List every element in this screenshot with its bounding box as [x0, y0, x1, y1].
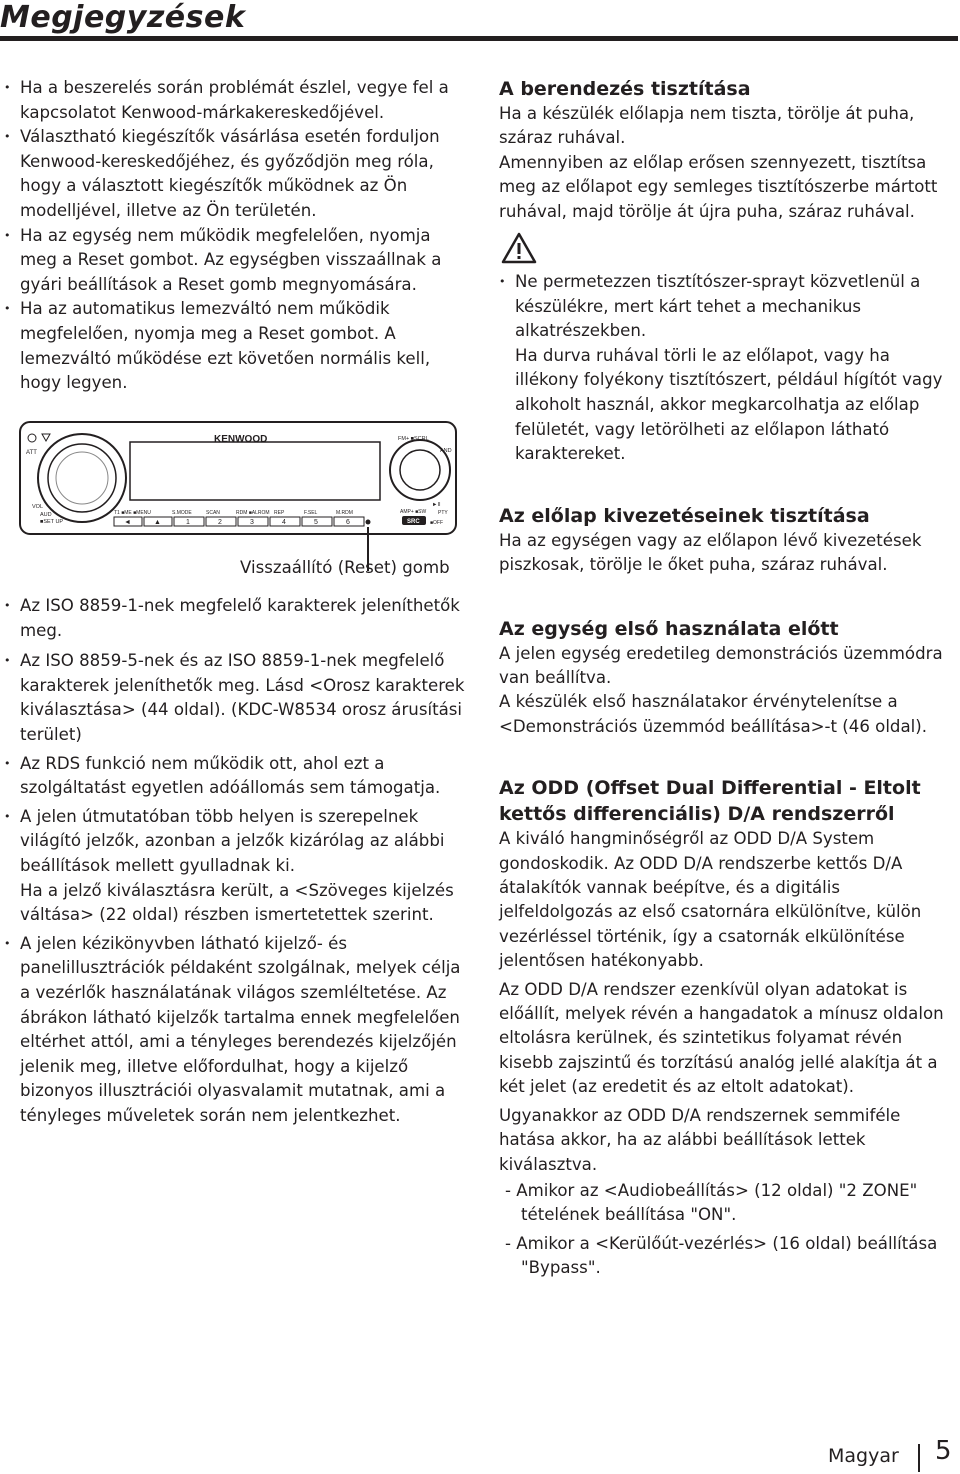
cleaning-paragraph: Ha a készülék előlapja nem tiszta, törölje át puha, száraz ruhával.: [499, 104, 915, 148]
fm-label: FM+ ■SCRL: [398, 436, 429, 442]
and-label: AND: [440, 448, 452, 454]
odd-paragraph: Ugyanakkor az ODD D/A rendszernek semmiféle hatása akkor, ha az alábbi beállítások lettek kiválasztva.: [499, 1105, 901, 1174]
brand-label: KENWOOD: [214, 434, 268, 445]
list-item: • Az RDS funkció nem működik ott, ahol ezt a szolgáltatást egyetlen adóállomás sem támogatja.: [20, 752, 468, 801]
first-use-paragraph: A jelen egység eredetileg demonstrációs üzemmódra van beállítva.: [499, 643, 943, 687]
button-label: 1: [186, 519, 190, 526]
section-heading-first-use: Az egység első használata előtt: [499, 617, 839, 640]
button-label: 2: [218, 519, 222, 526]
list-item: • A jelen kézikönyvben látható kijelző- és panelillusztrációk példaként szolgálnak, melyek célja a vezérlők használatának világos szemléltetése. Az ábrákon látható kijelzők tartalma ennek megfelelően eltérhet attól, ami a tényleges berendezés kijelzőjén jelenik meg, illetve előfordulhat, hogy a kijelző bizonyos illusztrációi olyasvalamit mutatnak, ami a tényleges műveletek során nem jelentkezhet.: [20, 932, 468, 1129]
button-label: ◄: [124, 519, 131, 526]
first-use-paragraph: A készülék első használatakor érvénytelenítse a <Demonstrációs üzemmód beállítása>-t (46 oldal).: [499, 692, 927, 736]
att-label: ATT: [26, 450, 37, 456]
display-window: [130, 442, 380, 500]
button-label: 6: [346, 519, 350, 526]
warning-list: [515, 270, 949, 467]
footer-language: Magyar: [828, 1445, 899, 1467]
button-top-label: REP: [274, 510, 285, 516]
volume-knob: [38, 434, 126, 522]
button-top-label: F.SEL: [304, 510, 318, 516]
vol-label: VOL: [32, 504, 44, 510]
section-heading-terminals: Az előlap kivezetéseinek tisztítása: [499, 504, 870, 527]
reset-button-label: Visszaállító (Reset) gomb: [240, 558, 450, 577]
button-label: 4: [282, 519, 286, 526]
src-label: SRC: [407, 519, 420, 525]
left-column-top: [20, 76, 468, 396]
list-item: • Választható kiegészítők vásárlása esetén forduljon Kenwood-kereskedőjéhez, és győződjön meg róla, hogy a választott kiegészítők működnek az Ön modelljével, illetve az Ön területén.: [20, 125, 468, 223]
terminals-paragraph: Ha az egységen vagy az előlapon lévő kivezetések piszkosak, törölje le őket puha, száraz ruhával.: [499, 530, 922, 575]
section-heading-odd: Az ODD (Offset Dual Differential - Eltolt kettős differenciális) D/A rendszerről: [499, 777, 921, 826]
list-item: • A jelen útmutatóban több helyen is szerepelnek világító jelzők, azonban a jelzők kizárólag az alábbi beállítások mellett gyulladnak ki. Ha a jelző kiválasztásra került, a <Szöveges kijelzés váltása> (22 oldal) részben ismertetettek szerint.: [20, 805, 468, 928]
notes-list-top: [20, 76, 468, 396]
notes-list-bottom: [20, 594, 468, 1128]
page-number: 5: [935, 1436, 952, 1466]
list-item: • Ha az egység nem működik megfelelően, nyomja meg a Reset gombot. Az egységben visszaállnak a gyári beállítások a Reset gomb megnyomására.: [20, 224, 468, 298]
left-column-bottom: [20, 594, 468, 1128]
button-label: 5: [314, 519, 318, 526]
right-column: [499, 76, 949, 1281]
off-label: ■OFF: [430, 520, 444, 526]
odd-dash-item: - Amikor a <Kerülőút-vezérlés> (16 oldal) beállítása "Bypass".: [505, 1233, 938, 1278]
button-top-label: T1 ■ME ■MENU: [114, 510, 151, 516]
title-rule: [0, 36, 958, 41]
pty-label: PTY: [438, 510, 448, 516]
list-item: • Ha az automatikus lemezváltó nem működik megfelelően, nyomja meg a Reset gombot. A lemezváltó működése ezt követően normális kell, hogy legyen.: [20, 297, 468, 395]
button-top-label: M.RDM: [336, 510, 353, 516]
reset-button-hole: [366, 520, 371, 525]
button-top-label: RDM ■ALROM: [236, 510, 270, 516]
warning-icon: [501, 232, 537, 264]
list-item: • Ha a beszerelés során problémát észlel, vegye fel a kapcsolatot Kenwood-márkakereskedőjével.: [20, 76, 468, 125]
odd-dash-item: - Amikor az <Audiobeállítás> (12 oldal) "2 ZONE" tételének beállítása "ON".: [505, 1180, 918, 1225]
odd-paragraph: Az ODD D/A rendszer ezenkívül olyan adatokat is előállít, melyek révén a hangadatok a mínusz oldalon eltolásra kerülnek, és szintetikus folyamat révén kisebb zajszintű és torzítású analóg jellé alakítja át a két jelet (az eredetit és az eltolt adatokat).: [499, 979, 944, 1097]
odd-paragraph: A kiváló hangminőségről az ODD D/A System gondoskodik. Az ODD D/A rendszerbe kettős D/A átalakítók vannak beépítve, és a digitális jelfeldolgozás az első csatornára elkülönítve, külön vezérléssel történik, így a csatornák elkülönítése jelentősen hatékonyabb.: [499, 829, 922, 971]
button-top-label: SCAN: [206, 510, 220, 516]
play-label: ►II: [432, 502, 441, 508]
section-heading-cleaning: A berendezés tisztítása: [499, 78, 751, 100]
list-item: • Az ISO 8859-1-nek megfelelő karakterek jeleníthetők meg.: [20, 594, 468, 643]
preset-buttons: [114, 517, 364, 526]
amp-label: AMP+ ■SW: [400, 509, 427, 515]
page-title: Megjegyzések: [0, 0, 246, 35]
setup-label: ■SET UP: [40, 519, 64, 525]
kenwood-faceplate-illustration: [18, 420, 458, 538]
list-item: • Az ISO 8859-5-nek és az ISO 8859-1-nek megfelelő karakterek jeleníthetők meg. Lásd <Orosz karakterek kiválasztása> (44 oldal). (KDC-W8534 orosz árusítási terület): [20, 649, 468, 747]
aud-label: AUD: [40, 512, 52, 518]
button-top-label: S.MODE: [172, 510, 192, 516]
button-label: ▲: [154, 519, 161, 526]
footer-separator: [918, 1444, 920, 1472]
cleaning-paragraph: Amennyiben az előlap erősen szennyezett, tisztítsa meg az előlapot egy semleges tisztítószerbe mártott ruhával, majd törölje át újra puha, száraz ruhával.: [499, 152, 938, 221]
button-label: 3: [250, 519, 254, 526]
warning-text: • Ne permetezzen tisztítószer-sprayt közvetlenül a készülékre, mert kárt tehet a mechanikus alkatrészekben. Ha durva ruhával törli le az előlapot, vagy ha illékony folyékony tisztítószert, például hígítót vagy alkoholt használ, akkor megkarcolhatja az előlap felületét, vagy letörölheti az előlapon látható karaktereket.: [515, 270, 949, 467]
